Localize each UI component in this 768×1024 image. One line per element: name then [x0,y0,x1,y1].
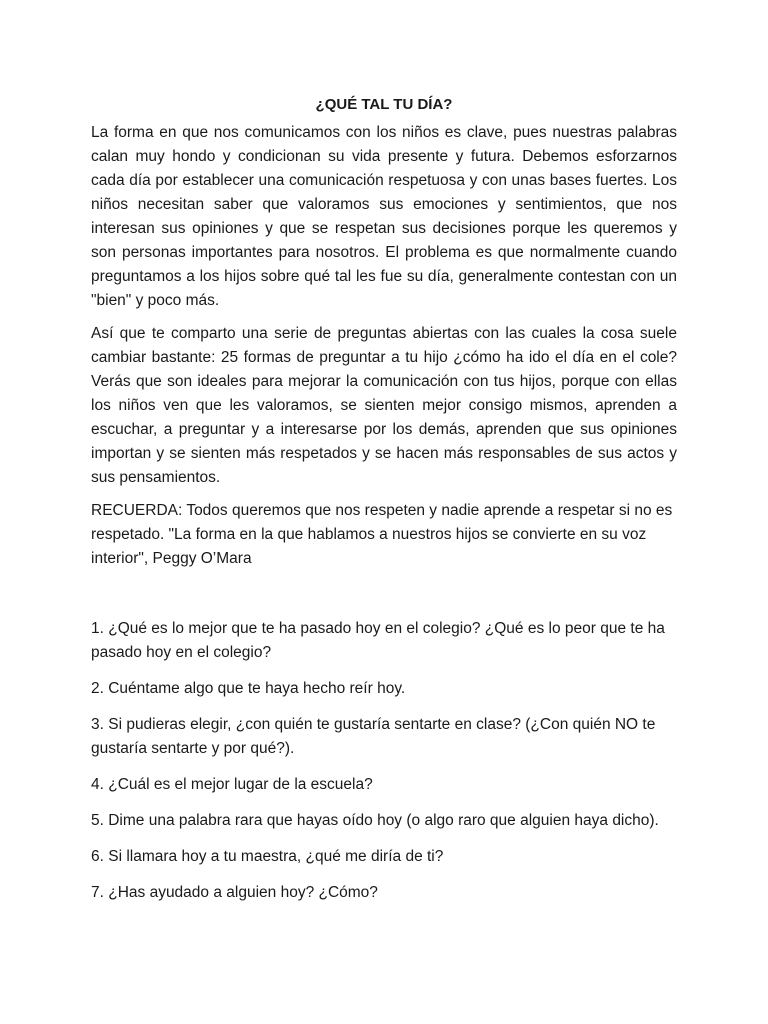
list-item: 1. ¿Qué es lo mejor que te ha pasado hoy en el colegio? ¿Qué es lo peor que te ha pasado hoy en el colegio? [91,620,665,661]
paragraph-intro: La forma en que nos comunicamos con los niños es clave, pues nuestras palabras calan muy hondo y condicionan su vida presente y futura. Debemos esforzarnos cada día por establecer una comunicación respetuosa y con unas bases fuertes. Los niños necesitan saber que valoramos sus emociones y sentimientos, que nos interesan sus opiniones y que se respetan sus decisiones porque les queremos y son personas importantes para nosotros. El problema es que normalmente cuando preguntamos a los hijos sobre qué tal les fue su día, generalmente contestan con un "bien" y poco más. [91,124,677,309]
page-title: ¿QUÉ TAL TU DÍA? [315,96,453,113]
list-item: 4. ¿Cuál es el mejor lugar de la escuela? [91,776,373,793]
question-list [91,617,677,905]
document-body [91,93,677,917]
list-item: 3. Si pudieras elegir, ¿con quién te gustaría sentarte en clase? (¿Con quién NO te gustaría sentarte y por qué?). [91,716,656,757]
paragraph-questions-intro: Así que te comparto una serie de preguntas abiertas con las cuales la cosa suele cambiar bastante: 25 formas de preguntar a tu hijo ¿cómo ha ido el día en el cole? Verás que son ideales para mejorar la comunicación con tus hijos, porque con ellas los niños ven que les valoramos, se sienten mejor consigo mismos, aprenden a escuchar, a preguntar y a interesarse por los demás, aprenden que sus opiniones importan y se sienten más respetados y se hacen más responsables de sus actos y sus pensamientos. [91,325,677,486]
list-item: 7. ¿Has ayudado a alguien hoy? ¿Cómo? [91,884,378,901]
list-item: 6. Si llamara hoy a tu maestra, ¿qué me diría de ti? [91,848,444,865]
list-item: 5. Dime una palabra rara que hayas oído hoy (o algo raro que alguien haya dicho). [91,812,659,829]
list-item: 2. Cuéntame algo que te haya hecho reír hoy. [91,680,406,697]
paragraph-recuerda: RECUERDA: Todos queremos que nos respeten y nadie aprende a respetar si no es respetado. "La forma en la que hablamos a nuestros hijos se convierte en su voz interior", Peggy O’Mara [91,502,673,567]
section-spacer [91,580,677,617]
